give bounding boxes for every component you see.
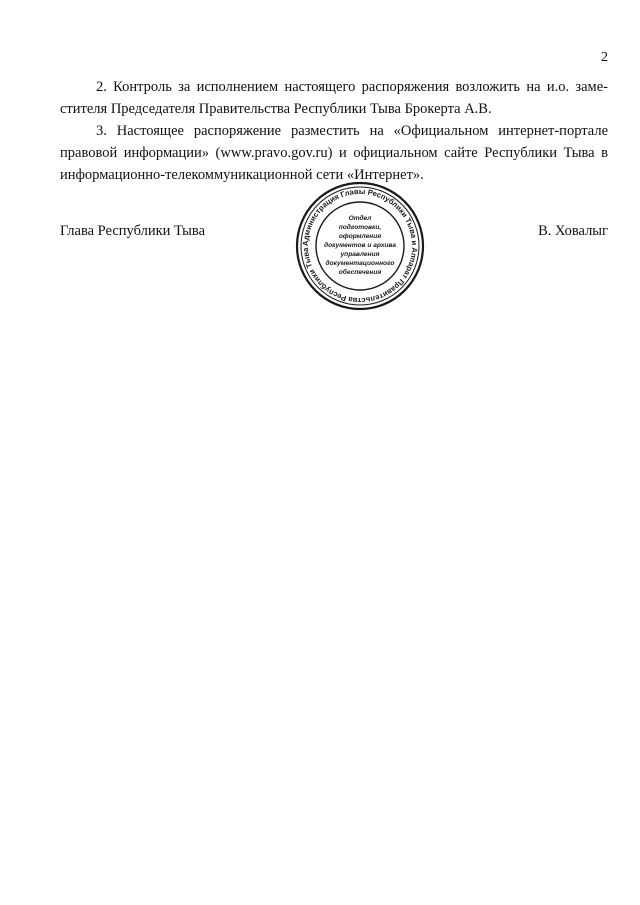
paragraph-2-line-2: стителя Председателя Правительства Республики Тыва Брокерта А.В.: [60, 101, 492, 117]
seal-center-line: Отдел: [348, 215, 372, 222]
official-seal-stamp: [294, 180, 426, 312]
seal-center-line: управления: [340, 251, 380, 258]
seal-graphic: [294, 180, 426, 312]
seal-center-line: документационного: [325, 260, 395, 267]
signatory-name: В. Ховалыг: [538, 223, 608, 239]
seal-center-line: документов и архива: [324, 242, 396, 249]
paragraph-2-line-1: 2. Контроль за исполнением настоящего распоряжения возложить на и.о. заме-: [96, 79, 608, 95]
paragraph-3-line-1: 3. Настоящее распоряжение разместить на «Официальном интернет-портале: [96, 123, 608, 139]
seal-ring-text: Администрация Главы Республики Тыва и Аппарат Правительства Республики Тыва: [300, 186, 420, 306]
page-number: 2: [601, 50, 608, 65]
signatory-title: Глава Республики Тыва: [60, 223, 206, 239]
seal-center-line: подготовки,: [338, 224, 382, 231]
seal-center-line: обеспечения: [338, 269, 382, 276]
paragraph-3-line-3: информационно-телекоммуникационной сети «Интернет».: [60, 167, 424, 183]
paragraph-3-line-2: правовой информации» (www.pravo.gov.ru) и официальном сайте Республики Тыва в: [60, 145, 608, 161]
seal-center-line: оформления: [338, 233, 382, 240]
